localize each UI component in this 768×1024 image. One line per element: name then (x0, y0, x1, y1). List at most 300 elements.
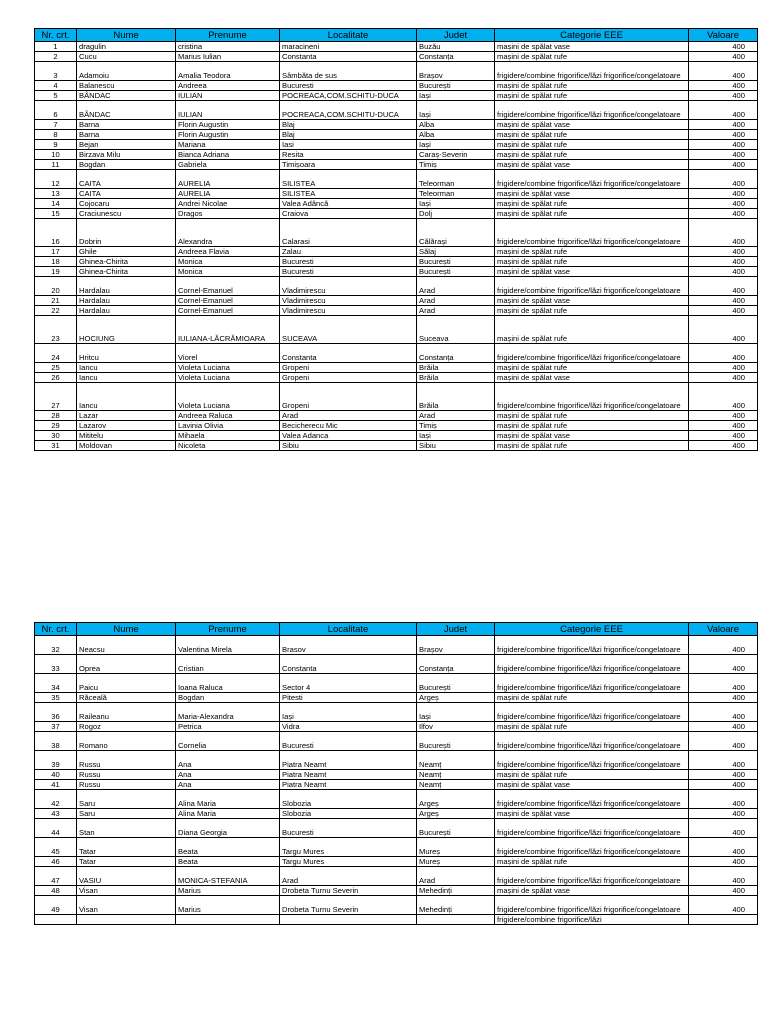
category-cell: mașini de spălat rufe (495, 857, 689, 867)
locality-cell: Targu Mures (280, 838, 417, 857)
category-cell: mașini de spălat rufe (495, 441, 689, 451)
row-number-cell (35, 915, 77, 925)
table-row (35, 751, 758, 770)
county-cell: Argeș (417, 790, 495, 809)
category-cell: frigidere/combine frigorifice/lăzi frigorifice/congelatoare (495, 703, 689, 722)
locality-cell: Vladimirescu (280, 306, 417, 316)
county-cell: Alba (417, 120, 495, 130)
table-row (35, 316, 758, 344)
table-row (35, 896, 758, 915)
locality-cell: Valea Adâncă (280, 199, 417, 209)
row-number-cell: 30 (35, 431, 77, 441)
first-name-cell (176, 915, 280, 925)
last-name-cell: CAITA (77, 170, 176, 189)
last-name-cell: Moldovan (77, 441, 176, 451)
first-name-cell: Bogdan (176, 693, 280, 703)
locality-cell: Vladimirescu (280, 296, 417, 306)
first-name-cell: Violeta Luciana (176, 373, 280, 383)
value-cell: 400 (689, 857, 758, 867)
county-cell: Arad (417, 306, 495, 316)
locality-cell: SILISTEA (280, 189, 417, 199)
locality-cell: Targu Mures (280, 857, 417, 867)
locality-cell: Zalau (280, 247, 417, 257)
locality-cell: Slobozia (280, 790, 417, 809)
last-name-cell: Bogdan (77, 160, 176, 170)
header-localitate: Localitate (280, 29, 417, 42)
category-cell: frigidere/combine frigorifice/lăzi frigorifice/congelatoare (495, 819, 689, 838)
category-cell: mașini de spălat vase (495, 296, 689, 306)
last-name-cell: Tatar (77, 857, 176, 867)
table (34, 622, 758, 925)
county-cell: Brăila (417, 383, 495, 411)
category-cell: frigidere/combine frigorifice/lăzi frigorifice/congelatoare (495, 751, 689, 770)
value-cell: 400 (689, 411, 758, 421)
last-name-cell: Ghinea-Chirita (77, 267, 176, 277)
table-row (35, 674, 758, 693)
county-cell: Timiș (417, 421, 495, 431)
category-cell: mașini de spălat rufe (495, 411, 689, 421)
county-cell: Arad (417, 411, 495, 421)
category-cell: mașini de spălat rufe (495, 52, 689, 62)
locality-cell: POCREACA,COM.SCHITU-DUCA (280, 91, 417, 101)
row-number-cell: 22 (35, 306, 77, 316)
last-name-cell: Visan (77, 896, 176, 915)
row-number-cell: 2 (35, 52, 77, 62)
first-name-cell: Maria-Alexandra (176, 703, 280, 722)
header-valoare: Valoare (689, 29, 758, 42)
table-row (35, 732, 758, 751)
table-row (35, 655, 758, 674)
table-row (35, 160, 758, 170)
value-cell: 400 (689, 770, 758, 780)
value-cell: 400 (689, 277, 758, 296)
table-row (35, 703, 758, 722)
row-number-cell: 40 (35, 770, 77, 780)
value-cell: 400 (689, 636, 758, 655)
table-row (35, 886, 758, 896)
county-cell: Arad (417, 277, 495, 296)
county-cell: Brașov (417, 636, 495, 655)
locality-cell: Constanta (280, 52, 417, 62)
category-cell: mașini de spălat rufe (495, 150, 689, 160)
last-name-cell: Russu (77, 780, 176, 790)
first-name-cell: Florin Augustin (176, 120, 280, 130)
value-cell (689, 915, 758, 925)
table-row (35, 306, 758, 316)
category-cell: mașini de spălat rufe (495, 316, 689, 344)
row-number-cell: 38 (35, 732, 77, 751)
county-cell: Iași (417, 101, 495, 120)
table-row (35, 189, 758, 199)
county-cell: Constanța (417, 344, 495, 363)
county-cell: Iași (417, 199, 495, 209)
value-cell: 400 (689, 363, 758, 373)
category-cell: frigidere/combine frigorifice/lăzi (495, 915, 689, 925)
county-cell: București (417, 81, 495, 91)
first-name-cell: Monica (176, 257, 280, 267)
table-row (35, 130, 758, 140)
county-cell: Brăila (417, 373, 495, 383)
table-row (35, 42, 758, 52)
table-row (35, 421, 758, 431)
last-name-cell: Barna (77, 120, 176, 130)
category-cell: frigidere/combine frigorifice/lăzi frigorifice/congelatoare (495, 277, 689, 296)
county-cell: București (417, 267, 495, 277)
first-name-cell: Beata (176, 857, 280, 867)
locality-cell: Resita (280, 150, 417, 160)
locality-cell: Vidra (280, 722, 417, 732)
locality-cell: Drobeta Turnu Severin (280, 896, 417, 915)
last-name-cell: Cojocaru (77, 199, 176, 209)
row-number-cell: 15 (35, 209, 77, 219)
county-cell: Mureș (417, 838, 495, 857)
first-name-cell: Andreea Raluca (176, 411, 280, 421)
table-row (35, 693, 758, 703)
row-number-cell: 23 (35, 316, 77, 344)
first-name-cell: Nicoleta (176, 441, 280, 451)
last-name-cell: Russu (77, 751, 176, 770)
value-cell: 400 (689, 101, 758, 120)
locality-cell: SILISTEA (280, 170, 417, 189)
row-number-cell: 37 (35, 722, 77, 732)
last-name-cell: Dobrin (77, 219, 176, 247)
category-cell: mașini de spălat vase (495, 780, 689, 790)
first-name-cell: Andreea Flavia (176, 247, 280, 257)
county-cell: Brăila (417, 363, 495, 373)
last-name-cell: Adamoiu (77, 62, 176, 81)
first-name-cell: Petrica (176, 722, 280, 732)
last-name-cell: Raileanu (77, 703, 176, 722)
category-cell: mașini de spălat vase (495, 160, 689, 170)
value-cell: 400 (689, 693, 758, 703)
county-cell: Teleorman (417, 189, 495, 199)
locality-cell: Constanta (280, 344, 417, 363)
row-number-cell: 20 (35, 277, 77, 296)
value-cell: 400 (689, 383, 758, 411)
table-row (35, 296, 758, 306)
county-cell: Argeș (417, 693, 495, 703)
locality-cell: maracineni (280, 42, 417, 52)
value-cell: 400 (689, 120, 758, 130)
first-name-cell: MONICA-STEFANIA (176, 867, 280, 886)
category-cell: mașini de spălat rufe (495, 91, 689, 101)
first-name-cell: cristina (176, 42, 280, 52)
first-name-cell: Alina Maria (176, 809, 280, 819)
first-name-cell: Mariana (176, 140, 280, 150)
value-cell: 400 (689, 296, 758, 306)
county-cell: Ilfov (417, 722, 495, 732)
row-number-cell: 39 (35, 751, 77, 770)
county-cell: Iași (417, 703, 495, 722)
header-judet: Judet (417, 623, 495, 636)
locality-cell: Bucuresti (280, 257, 417, 267)
table-row (35, 120, 758, 130)
value-cell: 400 (689, 81, 758, 91)
value-cell: 400 (689, 674, 758, 693)
row-number-cell: 31 (35, 441, 77, 451)
locality-cell: Blaj (280, 130, 417, 140)
table-row (35, 344, 758, 363)
category-cell: mașini de spălat rufe (495, 81, 689, 91)
county-cell: Iași (417, 431, 495, 441)
county-cell: București (417, 732, 495, 751)
value-cell: 400 (689, 421, 758, 431)
row-number-cell: 11 (35, 160, 77, 170)
header-categorie-eee: Categorie EEE (495, 623, 689, 636)
row-number-cell: 19 (35, 267, 77, 277)
header-row (35, 623, 758, 636)
table (34, 28, 758, 451)
row-number-cell: 10 (35, 150, 77, 160)
row-number-cell: 18 (35, 257, 77, 267)
table-row (35, 52, 758, 62)
value-cell: 400 (689, 257, 758, 267)
last-name-cell: Hardalau (77, 306, 176, 316)
county-cell: Neamț (417, 751, 495, 770)
first-name-cell: Cornel-Emanuel (176, 306, 280, 316)
category-cell: frigidere/combine frigorifice/lăzi frigorifice/congelatoare (495, 867, 689, 886)
row-number-cell: 7 (35, 120, 77, 130)
locality-cell: Becicherecu Mic (280, 421, 417, 431)
row-number-cell: 6 (35, 101, 77, 120)
table-row (35, 170, 758, 189)
first-name-cell: Amalia Teodora (176, 62, 280, 81)
locality-cell: Gropeni (280, 363, 417, 373)
table-row (35, 819, 758, 838)
county-cell: Iași (417, 140, 495, 150)
value-cell: 400 (689, 819, 758, 838)
last-name-cell: Craciunescu (77, 209, 176, 219)
value-cell: 400 (689, 441, 758, 451)
header-localitate: Localitate (280, 623, 417, 636)
category-cell: frigidere/combine frigorifice/lăzi frigorifice/congelatoare (495, 62, 689, 81)
value-cell: 400 (689, 91, 758, 101)
first-name-cell: Andrei Nicolae (176, 199, 280, 209)
category-cell: frigidere/combine frigorifice/lăzi frigorifice/congelatoare (495, 344, 689, 363)
locality-cell: Constanta (280, 655, 417, 674)
value-cell: 400 (689, 62, 758, 81)
locality-cell: Piatra Neamt (280, 751, 417, 770)
value-cell: 400 (689, 52, 758, 62)
first-name-cell: Diana Georgia (176, 819, 280, 838)
value-cell: 400 (689, 316, 758, 344)
first-name-cell: Alexandra (176, 219, 280, 247)
locality-cell: Pitesti (280, 693, 417, 703)
category-cell: mașini de spălat vase (495, 809, 689, 819)
category-cell: mașini de spălat rufe (495, 363, 689, 373)
value-cell: 400 (689, 655, 758, 674)
last-name-cell: Paicu (77, 674, 176, 693)
category-cell: mașini de spălat vase (495, 373, 689, 383)
table-row (35, 199, 758, 209)
locality-cell: Sector 4 (280, 674, 417, 693)
county-cell: București (417, 257, 495, 267)
table-row (35, 219, 758, 247)
header-nr-crt: Nr. crt. (35, 29, 77, 42)
locality-cell: Drobeta Turnu Severin (280, 886, 417, 896)
first-name-cell: AURELIA (176, 170, 280, 189)
table-row (35, 373, 758, 383)
locality-cell: Slobozia (280, 809, 417, 819)
last-name-cell: Tatar (77, 838, 176, 857)
locality-cell: SUCEAVA (280, 316, 417, 344)
category-cell: mașini de spălat vase (495, 267, 689, 277)
last-name-cell: Iancu (77, 363, 176, 373)
county-cell: București (417, 819, 495, 838)
first-name-cell: Monica (176, 267, 280, 277)
county-cell: Dolj (417, 209, 495, 219)
county-cell: Iași (417, 91, 495, 101)
category-cell: frigidere/combine frigorifice/lăzi frigorifice/congelatoare (495, 732, 689, 751)
row-number-cell: 34 (35, 674, 77, 693)
locality-cell: Bucuresti (280, 819, 417, 838)
row-number-cell: 29 (35, 421, 77, 431)
value-cell: 400 (689, 209, 758, 219)
locality-cell: Brasov (280, 636, 417, 655)
row-number-cell: 47 (35, 867, 77, 886)
table-row (35, 441, 758, 451)
row-number-cell: 45 (35, 838, 77, 857)
category-cell: frigidere/combine frigorifice/lăzi frigorifice/congelatoare (495, 896, 689, 915)
table-row (35, 780, 758, 790)
table-row (35, 62, 758, 81)
first-name-cell: IULIAN (176, 101, 280, 120)
table-row (35, 915, 758, 925)
row-number-cell: 25 (35, 363, 77, 373)
category-cell: mașini de spălat rufe (495, 306, 689, 316)
row-number-cell: 43 (35, 809, 77, 819)
row-number-cell: 44 (35, 819, 77, 838)
locality-cell: Sibiu (280, 441, 417, 451)
first-name-cell: Valentina Mirela (176, 636, 280, 655)
last-name-cell (77, 915, 176, 925)
last-name-cell: Rogoz (77, 722, 176, 732)
first-name-cell: Marius (176, 896, 280, 915)
table-row (35, 636, 758, 655)
table-row (35, 722, 758, 732)
header-prenume: Prenume (176, 29, 280, 42)
value-cell: 400 (689, 732, 758, 751)
row-number-cell: 17 (35, 247, 77, 257)
last-name-cell: Hardalau (77, 296, 176, 306)
category-cell: mașini de spălat rufe (495, 199, 689, 209)
category-cell: frigidere/combine frigorifice/lăzi frigorifice/congelatoare (495, 838, 689, 857)
locality-cell: Gropeni (280, 373, 417, 383)
table-row (35, 838, 758, 857)
county-cell: Neamț (417, 780, 495, 790)
category-cell: mașini de spălat vase (495, 431, 689, 441)
first-name-cell: Violeta Luciana (176, 383, 280, 411)
category-cell: frigidere/combine frigorifice/lăzi frigorifice/congelatoare (495, 674, 689, 693)
category-cell: mașini de spălat rufe (495, 722, 689, 732)
county-cell: Constanța (417, 655, 495, 674)
row-number-cell: 4 (35, 81, 77, 91)
first-name-cell: Ana (176, 751, 280, 770)
county-cell: Constanța (417, 52, 495, 62)
locality-cell: Vladimirescu (280, 277, 417, 296)
first-name-cell: Alina Maria (176, 790, 280, 809)
value-cell: 400 (689, 160, 758, 170)
first-name-cell: Mihaela (176, 431, 280, 441)
category-cell: frigidere/combine frigorifice/lăzi frigorifice/congelatoare (495, 170, 689, 189)
last-name-cell: Neacsu (77, 636, 176, 655)
category-cell: frigidere/combine frigorifice/lăzi frigorifice/congelatoare (495, 636, 689, 655)
locality-cell: Bucuresti (280, 732, 417, 751)
value-cell: 400 (689, 42, 758, 52)
county-cell: Mehedinți (417, 896, 495, 915)
table-row (35, 209, 758, 219)
table-row (35, 363, 758, 373)
value-cell: 400 (689, 431, 758, 441)
table-row (35, 91, 758, 101)
county-cell: Alba (417, 130, 495, 140)
table-row (35, 431, 758, 441)
last-name-cell: BÂNDAC (77, 91, 176, 101)
county-cell: București (417, 674, 495, 693)
value-cell: 400 (689, 306, 758, 316)
row-number-cell: 46 (35, 857, 77, 867)
last-name-cell: Balanescu (77, 81, 176, 91)
last-name-cell: BÂNDAC (77, 101, 176, 120)
category-cell: mașini de spălat rufe (495, 421, 689, 431)
header-prenume: Prenume (176, 623, 280, 636)
value-cell: 400 (689, 189, 758, 199)
county-cell: Sibiu (417, 441, 495, 451)
category-cell: frigidere/combine frigorifice/lăzi frigorifice/congelatoare (495, 383, 689, 411)
first-name-cell: Marius Iulian (176, 52, 280, 62)
category-cell: mașini de spălat rufe (495, 247, 689, 257)
locality-cell: Blaj (280, 120, 417, 130)
county-cell: Caraș-Severin (417, 150, 495, 160)
row-number-cell: 5 (35, 91, 77, 101)
locality-cell: Gropeni (280, 383, 417, 411)
value-cell: 400 (689, 703, 758, 722)
first-name-cell: Beata (176, 838, 280, 857)
row-number-cell: 24 (35, 344, 77, 363)
row-number-cell: 3 (35, 62, 77, 81)
last-name-cell: Iancu (77, 373, 176, 383)
locality-cell: Bucuresti (280, 81, 417, 91)
category-cell: mașini de spălat vase (495, 120, 689, 130)
row-number-cell: 27 (35, 383, 77, 411)
row-number-cell: 13 (35, 189, 77, 199)
row-number-cell: 32 (35, 636, 77, 655)
last-name-cell: Birzava Milu (77, 150, 176, 160)
table-row (35, 150, 758, 160)
first-name-cell: Cristian (176, 655, 280, 674)
first-name-cell: Cornelia (176, 732, 280, 751)
last-name-cell: Iancu (77, 383, 176, 411)
county-cell: Neamț (417, 770, 495, 780)
header-row (35, 29, 758, 42)
first-name-cell: Ana (176, 780, 280, 790)
county-cell (417, 915, 495, 925)
first-name-cell: Dragos (176, 209, 280, 219)
first-name-cell: Lavinia Olivia (176, 421, 280, 431)
locality-cell: Arad (280, 411, 417, 421)
first-name-cell: Viorel (176, 344, 280, 363)
last-name-cell: Lazar (77, 411, 176, 421)
last-name-cell: Oprea (77, 655, 176, 674)
category-cell: frigidere/combine frigorifice/lăzi frigorifice/congelatoare (495, 101, 689, 120)
locality-cell: Bucuresti (280, 267, 417, 277)
row-number-cell: 42 (35, 790, 77, 809)
data-table-1 (34, 28, 757, 451)
header-judet: Judet (417, 29, 495, 42)
county-cell: Mureș (417, 857, 495, 867)
value-cell: 400 (689, 886, 758, 896)
row-number-cell: 28 (35, 411, 77, 421)
